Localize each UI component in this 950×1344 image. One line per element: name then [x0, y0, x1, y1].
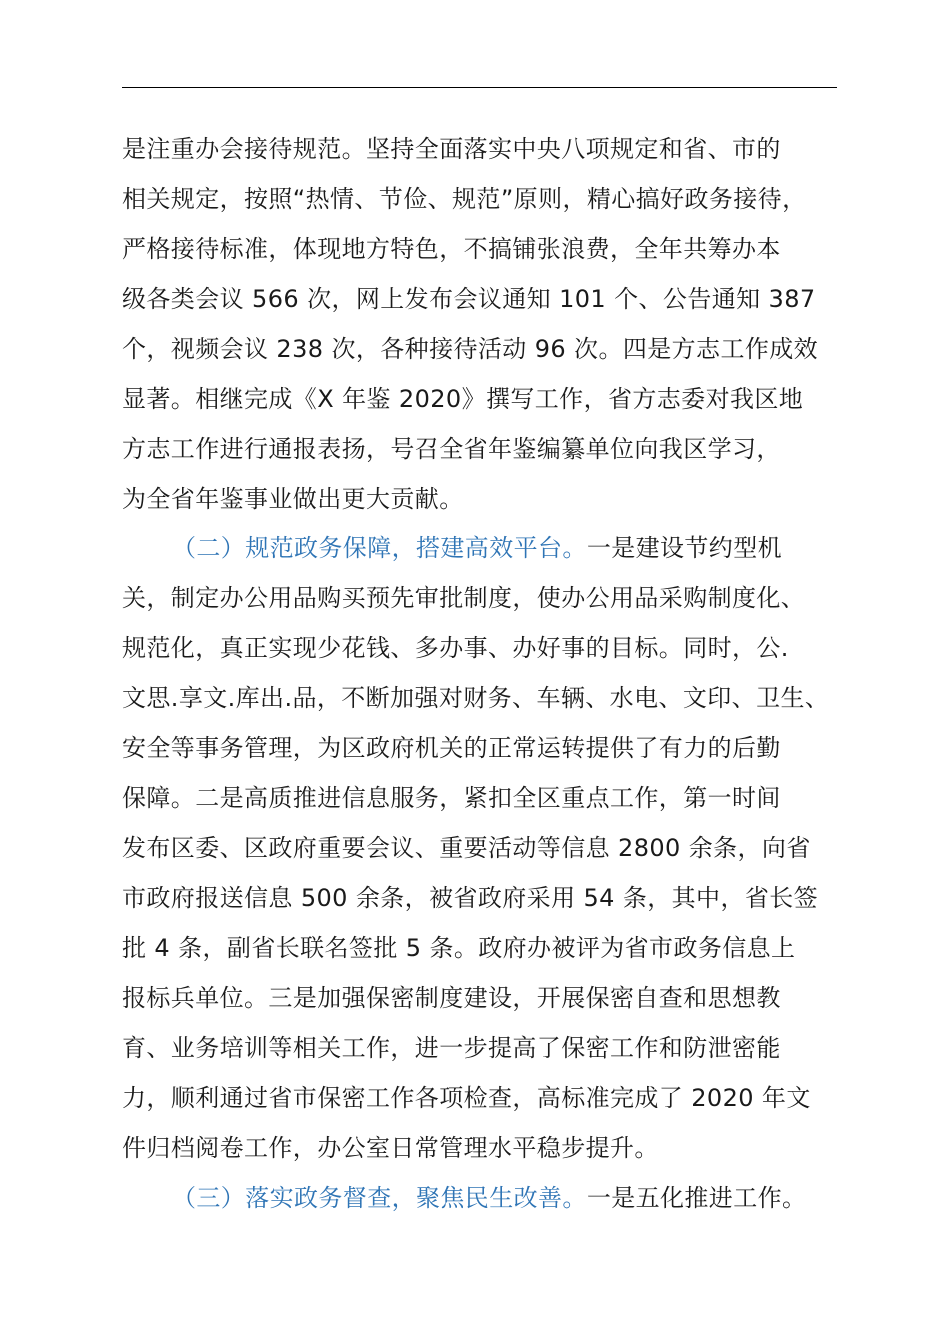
- body-line: 力，顺利通过省市保密工作各项检查，高标准完成了 2020 年文: [122, 1084, 811, 1112]
- section-2-first-line: [172, 533, 782, 563]
- body-line: 报标兵单位。三是加强保密制度建设，开展保密自查和思想教: [122, 984, 781, 1012]
- body-line: 安全等事务管理，为区政府机关的正常运转提供了有力的后勤: [122, 734, 781, 762]
- section-2-heading: （二）规范政务保障，搭建高效平台。: [172, 534, 587, 562]
- body-line: 级各类会议 566 次，网上发布会议通知 101 个、公告通知 387: [122, 285, 816, 313]
- header-rule: [122, 87, 837, 88]
- body-line: 相关规定，按照“热情、节俭、规范”原则，精心搞好政务接待，: [122, 185, 807, 213]
- body-line: 个，视频会议 238 次，各种接待活动 96 次。四是方志工作成效: [122, 335, 819, 363]
- body-line: 批 4 条，副省长联名签批 5 条。政府办被评为省市政务信息上: [122, 934, 796, 962]
- body-line: 市政府报送信息 500 余条，被省政府采用 54 条，其中，省长签: [122, 884, 819, 912]
- body-line: 保障。二是高质推进信息服务，紧扣全区重点工作，第一时间: [122, 784, 781, 812]
- body-line: 件归档阅卷工作，办公室日常管理水平稳步提升。: [122, 1134, 659, 1162]
- section-3-first-line: [172, 1183, 806, 1213]
- body-line: 文思.享文.库出.品，不断加强对财务、车辆、水电、文印、卫生、: [122, 684, 830, 712]
- section-3-heading: （三）落实政务督查，聚焦民生改善。: [172, 1184, 587, 1212]
- body-line: 发布区委、区政府重要会议、重要活动等信息 2800 余条，向省: [122, 834, 811, 862]
- body-line: 方志工作进行通报表扬，号召全省年鉴编纂单位向我区学习，: [122, 435, 781, 463]
- body-line: 显著。相继完成《X 年鉴 2020》撰写工作，省方志委对我区地: [122, 385, 804, 413]
- body-line: 规范化，真正实现少花钱、多办事、办好事的目标。同时，公.: [122, 634, 789, 662]
- body-line: 为全省年鉴事业做出更大贡献。: [122, 485, 464, 513]
- body-line: 严格接待标准，体现地方特色，不搞铺张浪费，全年共筹办本: [122, 235, 781, 263]
- body-line: 是注重办会接待规范。坚持全面落实中央八项规定和省、市的: [122, 135, 781, 163]
- body-line: 育、业务培训等相关工作，进一步提高了保密工作和防泄密能: [122, 1034, 781, 1062]
- body-line: 关，制定办公用品购买预先审批制度，使办公用品采购制度化、: [122, 584, 806, 612]
- section-2-lead-text: 一是建设节约型机: [586, 534, 783, 562]
- section-3-lead-text: 一是五化推进工作。: [586, 1184, 807, 1212]
